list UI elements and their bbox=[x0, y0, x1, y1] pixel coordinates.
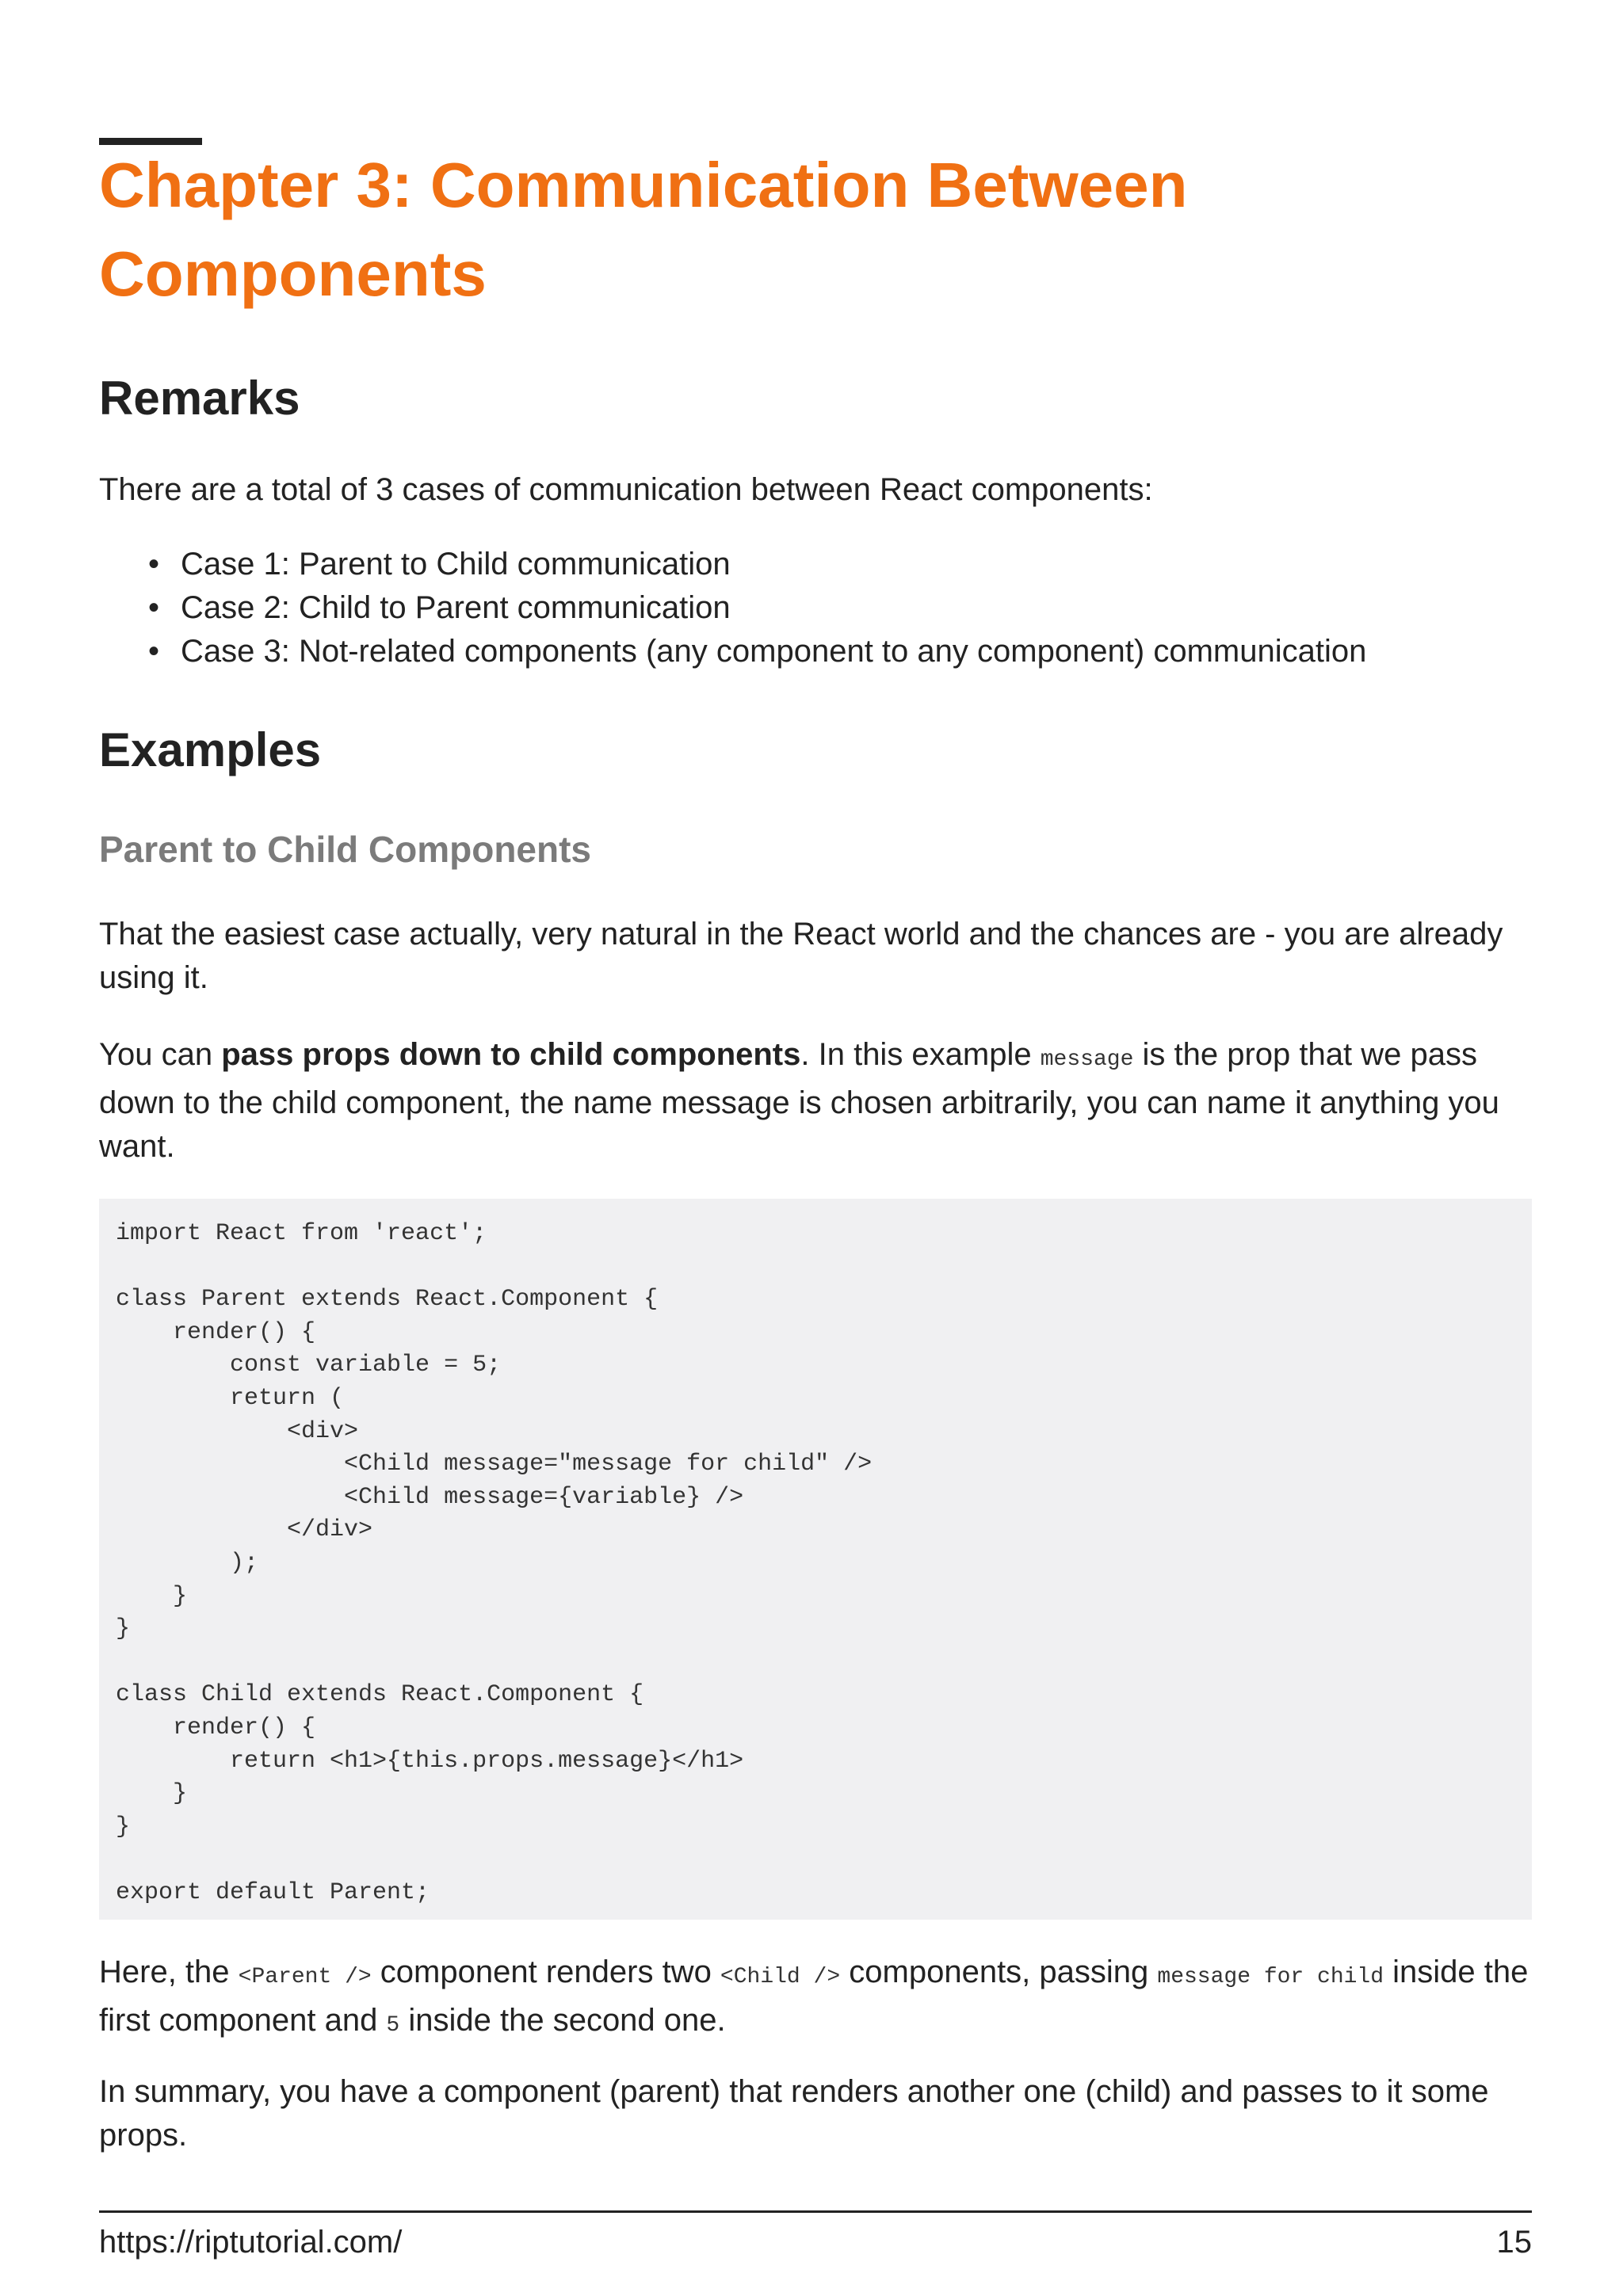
text-run: Here, the bbox=[99, 1955, 239, 1989]
bullet-icon: • bbox=[148, 547, 160, 582]
bullet-icon: • bbox=[148, 634, 160, 669]
parent-to-child-subheading: Parent to Child Components bbox=[99, 829, 591, 870]
list-item-text: Case 2: Child to Parent communication bbox=[181, 590, 731, 625]
explanation-paragraph bbox=[99, 1951, 1532, 2047]
remarks-intro: There are a total of 3 cases of communication between React components: bbox=[99, 472, 1153, 507]
summary-paragraph: In summary, you have a component (parent) that renders another one (child) and passes to it some props. bbox=[99, 2074, 1489, 2153]
list-item-text: Case 1: Parent to Child communication bbox=[181, 547, 731, 582]
text-run: is the prop that we pass down to the child component, the name message is chosen arbitrarily, you can name it anything you want. bbox=[99, 1037, 1499, 1164]
text-run: . In this example bbox=[800, 1037, 1041, 1072]
chapter-title: Chapter 3: Communication Between Components bbox=[99, 150, 1188, 309]
cases-list bbox=[99, 543, 1366, 673]
code-block bbox=[99, 1199, 1532, 1920]
inline-code: <Parent /> bbox=[238, 1965, 372, 1989]
inline-code: message for child bbox=[1157, 1965, 1384, 1989]
list-item-text: Case 3: Not-related components (any component to any component) communication bbox=[181, 634, 1367, 669]
inline-code: <Child /> bbox=[720, 1965, 841, 1989]
text-run: inside the first component and bbox=[99, 1955, 1529, 2038]
code-listing: import React from 'react'; class Parent extends React.Component { render() { const variable = 5; return ( <div> <Child message="message for child" /> <Child message={variable} /> </div> ); } } class Child extends React.Component { render() { return <h1>{this.props.message}</h1> } } export default Parent; bbox=[116, 1220, 873, 1906]
remarks-heading: Remarks bbox=[99, 372, 300, 425]
list-item bbox=[99, 586, 1366, 630]
list-item bbox=[99, 543, 1366, 586]
list-item bbox=[99, 630, 1366, 673]
examples-heading: Examples bbox=[99, 723, 322, 776]
text-run: components, passing bbox=[840, 1955, 1158, 1989]
text-run: You can bbox=[99, 1037, 222, 1072]
bold-text: pass props down to child components bbox=[221, 1037, 801, 1072]
props-paragraph bbox=[99, 1033, 1532, 1169]
text-run: component renders two bbox=[371, 1955, 720, 1989]
inline-code: message bbox=[1040, 1047, 1134, 1072]
text-run: inside the second one. bbox=[399, 2003, 726, 2038]
page-number: 15 bbox=[1496, 2225, 1532, 2260]
inline-code: 5 bbox=[386, 2013, 400, 2038]
footer-rule bbox=[99, 2210, 1532, 2213]
footer-url: https://riptutorial.com/ bbox=[99, 2225, 403, 2260]
bullet-icon: • bbox=[148, 590, 160, 625]
intro-paragraph: That the easiest case actually, very natural in the React world and the chances are - you are already using it. bbox=[99, 917, 1503, 995]
